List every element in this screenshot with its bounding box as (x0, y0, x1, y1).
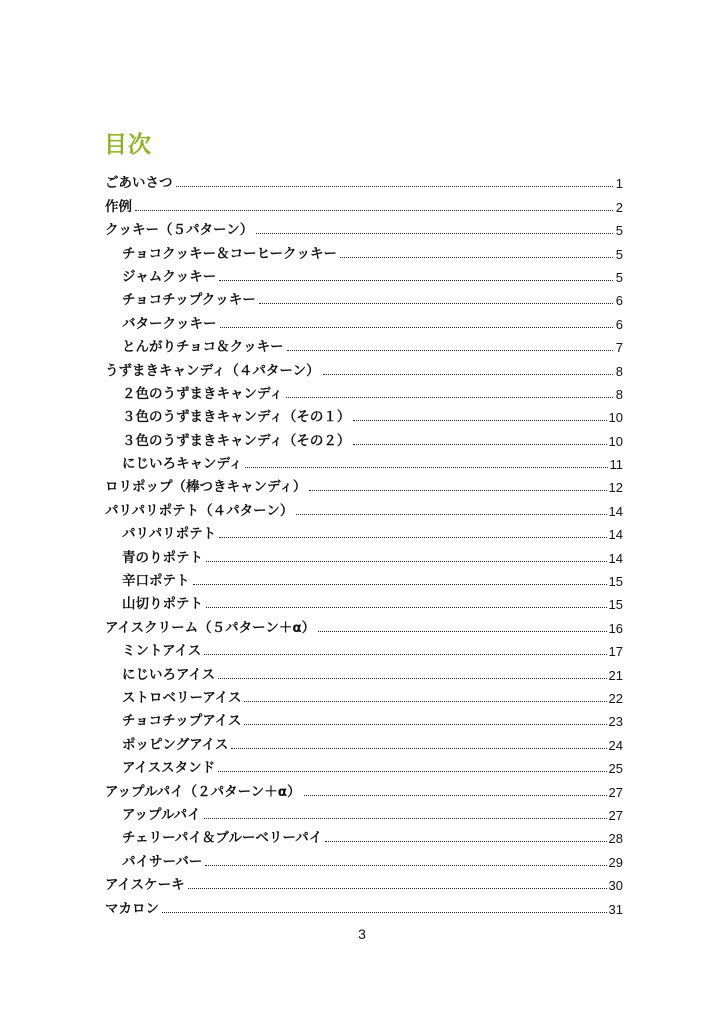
dot-leader (325, 841, 606, 842)
toc-entry-label: パイサーバー (122, 853, 203, 870)
toc-entry-label: バタークッキー (122, 315, 217, 332)
dot-leader (206, 607, 607, 608)
toc-entry-label: とんがりチョコ＆クッキー (122, 339, 284, 356)
dot-leader (244, 724, 606, 725)
toc-entry[interactable] (105, 870, 623, 893)
toc-entry-label: ごあいさつ (105, 175, 173, 192)
toc-entry-label: ２色のうずまきキャンディ (122, 385, 283, 402)
toc-entry[interactable] (105, 449, 623, 472)
toc-entry[interactable] (105, 425, 623, 448)
dot-leader (218, 678, 606, 679)
dot-leader (287, 350, 613, 351)
toc-entry[interactable] (105, 846, 623, 869)
toc-entry-label: にじいろキャンディ (122, 456, 243, 473)
toc-entry[interactable] (105, 800, 623, 823)
toc-entry[interactable] (105, 332, 623, 355)
toc-entry-page: 5 (615, 269, 623, 285)
toc-entry-page: 30 (608, 878, 623, 894)
toc-entry-label: 山切りポテト (122, 596, 203, 613)
toc-entry-label: アイスクリーム（５パターン＋α） (105, 619, 316, 636)
dot-leader (309, 490, 606, 491)
toc-entry[interactable] (105, 308, 623, 331)
page-number: 3 (358, 926, 366, 942)
toc-entry[interactable] (105, 215, 623, 238)
dot-leader (218, 771, 606, 772)
toc-entry-page: 1 (615, 176, 623, 192)
toc-entry-page: 10 (608, 433, 623, 449)
dot-leader (318, 631, 606, 632)
dot-leader (353, 420, 606, 421)
toc-entry[interactable] (105, 636, 623, 659)
toc-entry-page: 16 (608, 620, 623, 636)
toc-entry-page: 27 (608, 807, 623, 823)
toc-entry-page: 8 (615, 386, 623, 402)
toc-entry-label: ポッピングアイス (122, 736, 229, 753)
toc-entry-page: 14 (608, 503, 623, 519)
toc-entry-page: 15 (608, 574, 623, 590)
dot-leader (188, 888, 607, 889)
toc-entry-page: 2 (615, 199, 623, 215)
dot-leader (245, 467, 607, 468)
dot-leader (340, 257, 613, 258)
toc-entry-label: パリパリポテト（４パターン） (105, 502, 294, 519)
toc-entry[interactable] (105, 659, 623, 682)
dot-leader (259, 303, 613, 304)
toc-entry[interactable] (105, 519, 623, 542)
dot-leader (204, 818, 607, 819)
toc-entry-page: 6 (615, 316, 623, 332)
toc-entry-label: アイスケーキ (105, 877, 185, 894)
toc-entry-page: 22 (608, 690, 623, 706)
dot-leader (135, 210, 613, 211)
dot-leader (204, 654, 606, 655)
toc-title: 目次 (104, 132, 152, 158)
toc-entry-page: 24 (608, 737, 623, 753)
toc-entry[interactable] (105, 753, 623, 776)
dot-leader (353, 444, 606, 445)
toc-entry-label: チェリーパイ＆ブルーベリーパイ (122, 830, 323, 847)
dot-leader (296, 514, 606, 515)
toc-entry[interactable] (105, 238, 623, 261)
dot-leader (304, 795, 607, 796)
toc-entry-page: 25 (608, 761, 623, 777)
toc-entry-label: ロリポップ（棒つきキャンディ） (105, 479, 307, 496)
toc-entry-page: 10 (608, 410, 623, 426)
dot-leader (244, 701, 606, 702)
toc-entry-page: 21 (608, 667, 623, 683)
toc-entry-page: 28 (608, 831, 623, 847)
toc-entry-page: 12 (608, 480, 623, 496)
toc-entry-page: 15 (608, 597, 623, 613)
toc-entry[interactable] (105, 191, 623, 214)
toc-entry-page: 6 (615, 293, 623, 309)
dot-leader (256, 233, 613, 234)
toc-entry-page: 31 (608, 901, 623, 917)
toc-entry-label: クッキー（５パターン） (105, 222, 254, 239)
toc-entry[interactable] (105, 262, 623, 285)
dot-leader (176, 186, 614, 187)
toc-entry[interactable] (105, 776, 623, 799)
toc-entry-page: 5 (615, 223, 623, 239)
dot-leader (219, 280, 613, 281)
toc-entry[interactable] (105, 542, 623, 565)
toc-entry-label: ストロベリーアイス (122, 689, 242, 706)
toc-entry-label: ３色のうずまきキャンディ（その２） (122, 432, 351, 449)
toc-entry-label: アイススタンド (122, 760, 216, 777)
toc-entry-label: ミントアイス (122, 643, 202, 660)
toc-entry-label: チョコクッキー＆コーヒークッキー (122, 245, 338, 262)
dot-leader (323, 374, 613, 375)
dot-leader (205, 865, 606, 866)
table-of-contents (105, 168, 623, 917)
dot-leader (162, 912, 607, 913)
toc-entry[interactable] (105, 566, 623, 589)
toc-entry-label: 作例 (105, 198, 132, 215)
toc-entry-label: 青のりポテト (122, 549, 203, 566)
toc-entry[interactable] (105, 683, 623, 706)
toc-entry[interactable] (105, 285, 623, 308)
toc-entry-page: 5 (615, 246, 623, 262)
toc-entry[interactable] (105, 823, 623, 846)
toc-entry[interactable] (105, 379, 623, 402)
toc-entry-page: 8 (615, 363, 623, 379)
toc-entry[interactable] (105, 706, 623, 729)
toc-entry[interactable] (105, 495, 623, 518)
toc-entry-label: チョコチップクッキー (122, 292, 256, 309)
toc-entry-page: 14 (608, 550, 623, 566)
toc-entry[interactable] (105, 589, 623, 612)
toc-entry-label: アップルパイ（２パターン＋α） (105, 783, 301, 800)
toc-entry[interactable] (105, 612, 623, 635)
toc-entry-page: 7 (615, 340, 623, 356)
toc-entry[interactable] (105, 729, 623, 752)
toc-entry-page: 14 (608, 527, 623, 543)
dot-leader (206, 561, 607, 562)
toc-entry-label: 辛口ポテト (122, 573, 190, 590)
toc-entry-label: ３色のうずまきキャンディ（その１） (122, 409, 351, 426)
dot-leader (219, 537, 606, 538)
dot-leader (231, 748, 606, 749)
toc-entry-page: 29 (608, 854, 623, 870)
toc-entry[interactable] (105, 168, 623, 191)
toc-entry-page: 17 (608, 644, 623, 660)
toc-entry-label: マカロン (105, 900, 159, 917)
dot-leader (220, 327, 614, 328)
toc-entry-label: ジャムクッキー (122, 268, 217, 285)
toc-entry-page: 27 (608, 784, 623, 800)
toc-entry[interactable] (105, 402, 623, 425)
dot-leader (193, 584, 607, 585)
toc-entry-label: にじいろアイス (122, 666, 216, 683)
toc-entry-label: うずまきキャンディ（４パターン） (105, 362, 320, 379)
toc-entry[interactable] (105, 472, 623, 495)
toc-entry-label: パリパリポテト (122, 526, 217, 543)
toc-entry-page: 11 (609, 457, 623, 473)
toc-entry[interactable] (105, 355, 623, 378)
toc-entry-label: アップルパイ (122, 806, 201, 823)
toc-entry-label: チョコチップアイス (122, 713, 242, 730)
dot-leader (286, 397, 613, 398)
toc-entry-page: 23 (608, 714, 623, 730)
toc-entry[interactable] (105, 893, 623, 916)
